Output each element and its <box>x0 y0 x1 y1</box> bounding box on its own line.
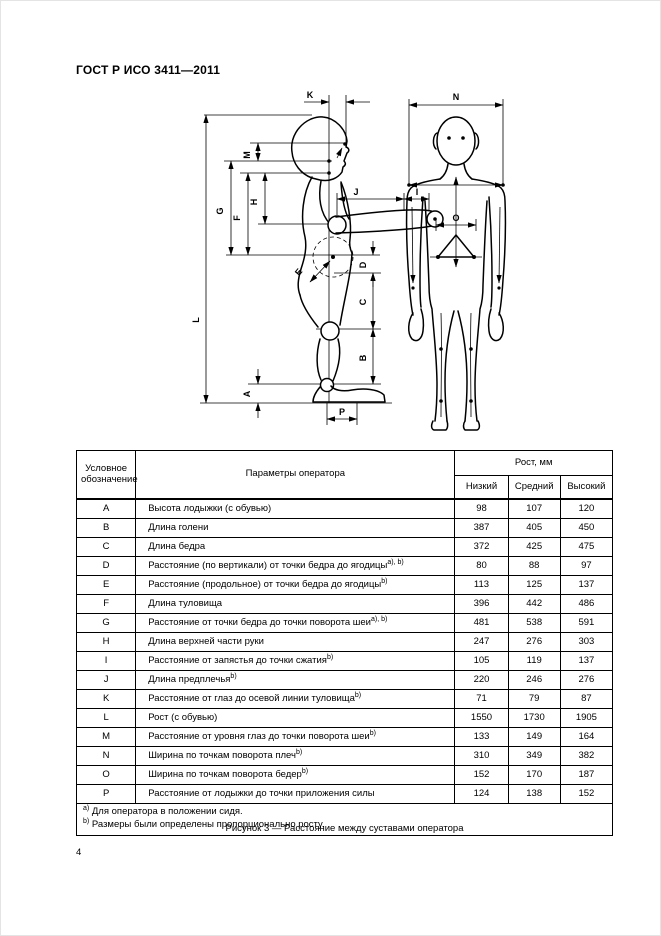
parameter-text: Ширина по точкам поворота плеч <box>148 749 296 761</box>
footnote-text: Для оператора в положении сидя. <box>91 806 243 817</box>
table-body <box>77 499 613 804</box>
row-value-low: 247 <box>455 633 508 652</box>
row-value-high: 120 <box>560 499 612 519</box>
row-symbol: P <box>77 785 136 804</box>
row-parameter <box>136 747 455 766</box>
footnote-reference: a), b) <box>371 615 388 623</box>
footnote-reference: b) <box>230 672 237 680</box>
row-value-low: 80 <box>455 557 508 576</box>
parameter-text: Длина бедра <box>148 540 206 552</box>
row-value-mid: 425 <box>508 538 560 557</box>
row-symbol: O <box>77 766 136 785</box>
table-row <box>77 633 613 652</box>
row-symbol: A <box>77 499 136 519</box>
footnote-reference: b) <box>381 577 388 585</box>
row-value-mid: 149 <box>508 728 560 747</box>
dim-label-N: N <box>452 92 460 102</box>
row-value-high: 97 <box>560 557 612 576</box>
row-value-high: 591 <box>560 614 612 633</box>
row-value-low: 71 <box>455 690 508 709</box>
footnote-reference: b) <box>369 729 376 737</box>
row-value-high: 152 <box>560 785 612 804</box>
parameter-text: Расстояние от лодыжки до точки приложения силы <box>148 787 375 799</box>
row-parameter <box>136 576 455 595</box>
row-value-low: 220 <box>455 671 508 690</box>
row-parameter <box>136 614 455 633</box>
parameter-text: Высота лодыжки (с обувью) <box>148 502 272 514</box>
row-parameter <box>136 690 455 709</box>
row-value-mid: 349 <box>508 747 560 766</box>
table-row <box>77 557 613 576</box>
parameter-text: Длина голени <box>148 521 209 533</box>
row-value-high: 137 <box>560 576 612 595</box>
row-value-high: 276 <box>560 671 612 690</box>
row-value-mid: 405 <box>508 519 560 538</box>
row-value-high: 137 <box>560 652 612 671</box>
row-parameter <box>136 652 455 671</box>
table-row <box>77 690 613 709</box>
dim-label-O: O <box>452 213 460 223</box>
row-value-low: 310 <box>455 747 508 766</box>
row-value-mid: 538 <box>508 614 560 633</box>
footnote-reference: b) <box>326 653 334 661</box>
header-high: Высокий <box>560 476 612 500</box>
table-row <box>77 595 613 614</box>
parameter-text: Расстояние от уровня глаз до точки поворота шеи <box>148 730 370 742</box>
row-symbol: L <box>77 709 136 728</box>
row-parameter <box>136 499 455 519</box>
row-parameter <box>136 728 455 747</box>
row-value-high: 87 <box>560 690 612 709</box>
dim-label-E: E <box>292 266 305 278</box>
row-value-low: 372 <box>455 538 508 557</box>
table-row <box>77 671 613 690</box>
row-value-mid: 107 <box>508 499 560 519</box>
row-value-mid: 138 <box>508 785 560 804</box>
row-value-low: 481 <box>455 614 508 633</box>
row-value-low: 396 <box>455 595 508 614</box>
figure-drawing <box>184 85 516 447</box>
row-value-high: 303 <box>560 633 612 652</box>
row-parameter <box>136 595 455 614</box>
parameter-text: Расстояние от запястья до точки сжатия <box>148 654 327 666</box>
parameter-text: Расстояние (по вертикали) от точки бедра до ягодицы <box>148 559 388 571</box>
table-row <box>77 519 613 538</box>
row-symbol: E <box>77 576 136 595</box>
footnote-marker: b) <box>83 817 90 825</box>
dim-label-D: D <box>358 261 368 269</box>
header-mid: Средний <box>508 476 560 500</box>
row-value-low: 98 <box>455 499 508 519</box>
document-title: ГОСТ Р ИСО 3411—2011 <box>76 63 221 77</box>
dim-label-I: I <box>415 187 419 197</box>
row-parameter <box>136 785 455 804</box>
operator-dimensions-figure <box>184 85 516 447</box>
parameter-text: Длина верхней части руки <box>148 635 264 647</box>
row-value-low: 105 <box>455 652 508 671</box>
footnote-reference: a), b) <box>387 558 404 566</box>
parameter-text: Расстояние от глаз до осевой линии туловища <box>148 692 355 704</box>
row-value-high: 1905 <box>560 709 612 728</box>
parameter-text: Расстояние (продольное) от точки бедра до ягодицы <box>148 578 382 590</box>
row-value-high: 382 <box>560 747 612 766</box>
parameter-text: Расстояние от точки бедра до точки поворота шеи <box>148 616 371 628</box>
table-row <box>77 576 613 595</box>
dim-label-M: M <box>242 151 252 159</box>
row-value-high: 475 <box>560 538 612 557</box>
dim-label-H: H <box>249 198 259 206</box>
dim-label-B: B <box>358 354 368 362</box>
table-row <box>77 785 613 804</box>
row-value-mid: 1730 <box>508 709 560 728</box>
row-value-mid: 246 <box>508 671 560 690</box>
row-value-low: 152 <box>455 766 508 785</box>
parameter-text: Рост (с обувью) <box>148 711 218 723</box>
row-parameter <box>136 557 455 576</box>
row-symbol: J <box>77 671 136 690</box>
table-row <box>77 538 613 557</box>
row-symbol: K <box>77 690 136 709</box>
row-symbol: B <box>77 519 136 538</box>
row-parameter <box>136 766 455 785</box>
row-parameter <box>136 671 455 690</box>
row-value-high: 164 <box>560 728 612 747</box>
parameter-text: Ширина по точкам поворота бедер <box>148 768 302 780</box>
footnote-line <box>83 806 606 819</box>
row-value-mid: 88 <box>508 557 560 576</box>
row-value-low: 124 <box>455 785 508 804</box>
dim-label-A: A <box>242 390 252 398</box>
parameter-text: Длина туловища <box>148 597 223 609</box>
row-symbol: F <box>77 595 136 614</box>
dim-label-C: C <box>358 298 368 306</box>
row-symbol: N <box>77 747 136 766</box>
footnote-text: Размеры были определены пропорционально росту. <box>91 818 325 830</box>
row-value-mid: 276 <box>508 633 560 652</box>
row-symbol: G <box>77 614 136 633</box>
row-parameter <box>136 633 455 652</box>
row-value-low: 133 <box>455 728 508 747</box>
footnote-marker: a) <box>83 804 90 812</box>
footnote-reference: b) <box>301 767 309 775</box>
header-symbol: Условное обозначение <box>77 451 136 500</box>
row-value-high: 187 <box>560 766 612 785</box>
row-value-high: 450 <box>560 519 612 538</box>
dim-label-K: K <box>306 90 314 100</box>
figure-caption: Рисунок 3 — Расстояние между суставами оператора <box>225 823 464 834</box>
table-row <box>77 614 613 633</box>
footnote-reference: b) <box>295 748 303 756</box>
row-value-low: 387 <box>455 519 508 538</box>
table-row <box>77 747 613 766</box>
header-low: Низкий <box>455 476 508 500</box>
table-row <box>77 766 613 785</box>
row-parameter <box>136 519 455 538</box>
table-header <box>77 451 613 500</box>
row-parameter <box>136 538 455 557</box>
header-height-group: Рост, мм <box>455 451 613 476</box>
row-value-low: 1550 <box>455 709 508 728</box>
row-value-mid: 170 <box>508 766 560 785</box>
row-value-mid: 442 <box>508 595 560 614</box>
row-parameter <box>136 709 455 728</box>
row-value-mid: 79 <box>508 690 560 709</box>
parameters-table <box>76 450 613 836</box>
header-parameters: Параметры оператора <box>136 451 455 500</box>
footnote-reference: b) <box>354 691 362 699</box>
parameter-text: Длина предплечья <box>148 673 231 685</box>
table-row <box>77 499 613 519</box>
row-symbol: D <box>77 557 136 576</box>
row-symbol: M <box>77 728 136 747</box>
row-symbol: H <box>77 633 136 652</box>
row-value-mid: 119 <box>508 652 560 671</box>
dim-label-J: J <box>353 187 359 197</box>
dim-label-L: L <box>191 317 201 323</box>
row-value-high: 486 <box>560 595 612 614</box>
page-number: 4 <box>76 847 82 858</box>
dim-label-F: F <box>232 215 242 221</box>
row-symbol: I <box>77 652 136 671</box>
row-value-mid: 125 <box>508 576 560 595</box>
dim-label-P: P <box>338 407 346 417</box>
row-symbol: C <box>77 538 136 557</box>
row-value-low: 113 <box>455 576 508 595</box>
dim-label-G: G <box>215 207 225 215</box>
table-row <box>77 709 613 728</box>
table-row <box>77 728 613 747</box>
table-row <box>77 652 613 671</box>
